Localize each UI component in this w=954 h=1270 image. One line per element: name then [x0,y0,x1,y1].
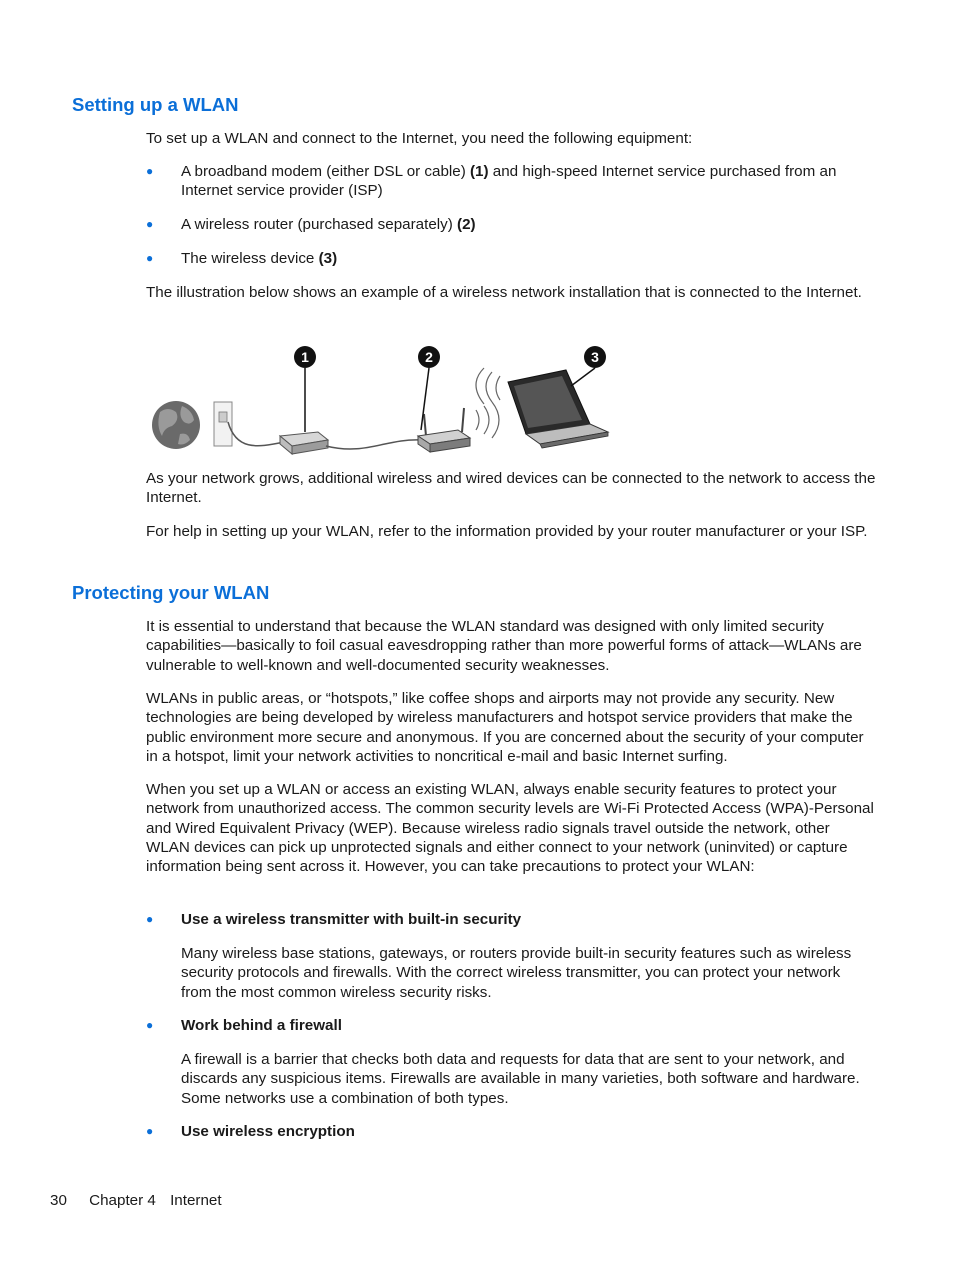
callout-3 [584,346,606,368]
bullet-icon: ● [146,1124,154,1138]
paragraph-essential: It is essential to understand that because the WLAN standard was designed with only limited security capabilities—basically to foil casual eavesdropping rather than more powerful forms of attack—WLANs are vulnerable to well-known and well-documented security weaknesses. [146,618,862,674]
chapter-label: Chapter 4 [89,1192,156,1209]
bullet-icon: ● [146,1018,154,1032]
paragraph-hotspots: WLANs in public areas, or “hotspots,” like coffee shops and airports may not provide any security. New technologies are being developed by wireless manufacturers and hotspot service providers that make the public environment more secure and anonymous. If you are concerned about the security of your computer in a hotspot, limit your network activities to noncritical e-mail and basic Internet surfing. [146,690,864,765]
paragraph-security-levels: When you set up a WLAN or access an existing WLAN, always enable security features to protect your network from unauthorized access. The common security levels are Wi-Fi Protected Access (WPA)-Personal and Wired Equivalent Privacy (WEP). Because wireless radio signals travel outside the network, other WLAN devices can pick up unprotected signals and either connect to your network (uninvited) or capture information being sent across it. However, you can take precautions to protect your WLAN: [146,781,874,876]
intro-paragraph: To set up a WLAN and connect to the Internet, you need the following equipment: [146,130,693,147]
section-title-protecting: Protecting your WLAN [72,582,270,603]
document-page: Setting up a WLAN To set up a WLAN and connect to the Internet, you need the following equipment: ● A broadband modem (either DSL or cable) (1) and high-speed Internet service purchased from an Internet service provider (ISP) ● A wireless router (purchased separately) (2) ● The wireless device (3) The illustration below shows an example of a wireless network installation that is connected to the Internet. 1 2 3 As your network grows, additional wireless and wired devices can be connected to the network to access the Internet. For help in setting up your WLAN, refer to the information provided by your router manufacturer or your ISP. Protecting your WLAN It is essential to understand that because the WLAN standard was designed with only limited security capabilities—basically to foil casual eavesdropping rather than more powerful forms of attack—WLANs are vulnerable to well-known and well-documented security weaknesses. WLANs in public areas, or “hotspots,” like coffee shops and airports may not provide any security. New technologies are being developed by wireless manufacturers and hotspot service providers that make the public environment more secure and anonymous. If you are concerned about the security of your computer in a hotspot, limit your network activities to noncritical e-mail and basic Internet surfing. When you set up a WLAN or access an existing WLAN, always enable security features to protect your network from unauthorized access. The common security levels are Wi-Fi Protected Access (WPA)-Personal and Wired Equivalent Privacy (WEP). Because wireless radio signals travel outside the network, other WLAN devices can pick up unprotected signals and either connect to your network (uninvited) or capture information being sent across it. However, you can take precautions to protect your WLAN: ● Use a wireless transmitter with built-in security Many wireless base stations, gateways, or routers provide built-in security features such as wireless security protocols and firewalls. With the correct wireless transmitter, you can protect your network from the most common wireless security risks. ● Work behind a firewall A firewall is a barrier that checks both data and requests for data that are sent to your network, and discards any suspicious items. Firewalls are available in many varieties, both software and hardware. Some networks use a combination of both types. ● Use wireless encryption 30 Chapter 4 Internet [50,94,876,1209]
svg-text:1: 1 [301,349,309,365]
bullet-icon: ● [146,164,154,178]
callout-1 [294,346,316,368]
page-number: 30 [50,1192,67,1209]
svg-text:2: 2 [425,349,433,365]
modem-icon [280,432,328,454]
svg-text:3: 3 [591,349,599,365]
illustration-intro: The illustration below shows an example of a wireless network installation that is connected to the Internet. [146,284,862,301]
bullet-icon: ● [146,912,154,926]
globe-icon [152,401,200,449]
security-bullet-1-body: Many wireless base stations, gateways, or routers provide built-in security features such as wireless security protocols and firewalls. With the correct wireless transmitter, you can protect your network from the most common wireless security risks. [181,945,852,1001]
bullet-icon: ● [146,217,154,231]
security-bullet-2-body: A firewall is a barrier that checks both data and requests for data that are sent to your network, and discards any suspicious items. Firewalls are available in many varieties, both software and hardware. Some networks use a combination of both types. [181,1051,860,1107]
section-title-setting-up: Setting up a WLAN [72,94,239,115]
callout-2 [418,346,440,368]
paragraph-network-grows: As your network grows, additional wireless and wired devices can be connected to the network to access the Internet. [146,470,876,507]
network-illustration [146,340,616,460]
chapter-title: Internet [170,1192,222,1209]
laptop-icon [508,370,608,448]
bullet-icon: ● [146,251,154,265]
paragraph-help: For help in setting up your WLAN, refer to the information provided by your router manufacturer or your ISP. [146,523,868,540]
wifi-waves-icon [476,368,500,438]
router-icon [418,408,470,452]
page-footer [50,1192,240,1209]
